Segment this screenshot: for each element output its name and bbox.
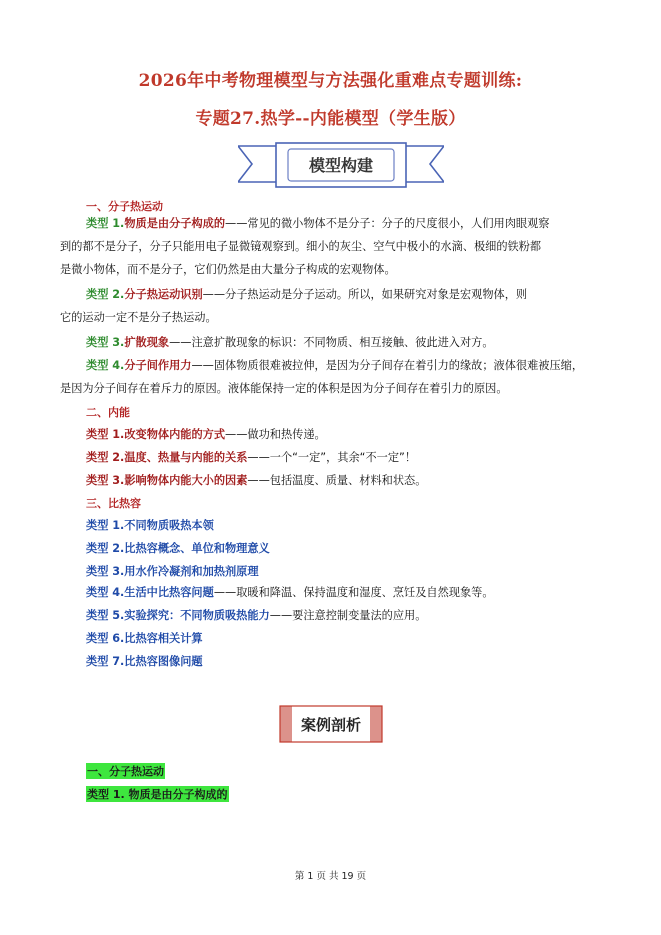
type2-name: 分子热运动识别 xyxy=(124,288,203,301)
type1-line3: 是微小物体，而不是分子，它们仍然是由大量分子构成的宏观物体。 xyxy=(60,263,396,276)
document-title-line2: 专题27.热学--内能模型（学生版） xyxy=(195,109,466,129)
type4-text: ——固体物质很难被拉伸，是因为分子间存在着引力的缘故；液体很难被压缩， xyxy=(191,359,584,372)
heat-type5-text: ——要注意控制变量法的应用。 xyxy=(269,609,427,622)
energy-type1 xyxy=(86,426,326,443)
energy-type2-name: 温度、热量与内能的关系 xyxy=(124,451,248,464)
section-heading-2: 二、内能 xyxy=(86,406,130,419)
section-heading-3: 三、比热容 xyxy=(86,497,141,510)
document-title-line1: 2026年中考物理模型与方法强化重难点专题训练: xyxy=(138,71,523,91)
case-analysis-banner xyxy=(278,704,384,744)
page-footer: 第 1 页 共 19 页 xyxy=(294,871,367,882)
type4-name: 分子间作用力 xyxy=(124,359,192,372)
type1-line1 xyxy=(86,215,549,232)
energy-type3-name: 影响物体内能大小的因素 xyxy=(124,474,248,487)
type3-line1 xyxy=(86,334,494,351)
type3-name: 扩散现象 xyxy=(124,336,170,349)
section-heading-1: 一、分子热运动 xyxy=(86,200,163,213)
energy-type1-tag: 类型 1. xyxy=(86,428,125,441)
heat-type1: 类型 1.不同物质吸热本领 xyxy=(86,519,214,532)
case-analysis-text: 案例剖析 xyxy=(300,716,362,734)
energy-type3-text: ——包括温度、质量、材料和状态。 xyxy=(247,474,427,487)
type2-text: ——分子热运动是分子运动。所以，如果研究对象是宏观物体，则 xyxy=(202,288,528,301)
heat-type5-tag: 类型 5.实验探究：不同物质吸热能力 xyxy=(86,609,270,622)
energy-type1-text: ——做功和热传递。 xyxy=(225,428,326,441)
type1-tag: 类型 1. xyxy=(86,217,125,230)
heat-type7: 类型 7.比热容图像问题 xyxy=(86,655,203,668)
model-building-banner xyxy=(238,140,444,190)
type1-text: ——常见的微小物体不是分子：分子的尺度很小，人们用肉眼观察 xyxy=(225,217,550,230)
type4-line2: 是因为分子间存在着斥力的原因。液体能保持一定的体积是因为分子间存在着引力的原因。 xyxy=(60,382,508,395)
type2-line1 xyxy=(86,286,527,303)
type1-name: 物质是由分子构成的 xyxy=(124,217,226,230)
type4-line1 xyxy=(86,357,583,374)
energy-type2-tag: 类型 2. xyxy=(86,451,125,464)
energy-type2-text: ——一个“一定”，其余“不一定”！ xyxy=(247,451,417,464)
type1-line2: 到的都不是分子，分子只能用电子显微镜观察到。细小的灰尘、空气中极小的水滴、极细的铁粉都 xyxy=(60,240,542,253)
banner-text: 模型构建 xyxy=(308,156,374,175)
heat-type6: 类型 6.比热容相关计算 xyxy=(86,632,203,645)
energy-type3-tag: 类型 3. xyxy=(86,474,125,487)
energy-type3 xyxy=(86,472,426,489)
heat-type4-text: ——取暖和降温、保持温度和湿度、烹饪及自然现象等。 xyxy=(213,586,494,599)
case-type-heading: 类型 1. 物质是由分子构成的 xyxy=(87,788,228,801)
heat-type3: 类型 3.用水作冷凝剂和加热剂原理 xyxy=(86,565,259,578)
heat-type4 xyxy=(86,584,494,601)
type3-tag: 类型 3. xyxy=(86,336,125,349)
heat-type4-tag: 类型 4.生活中比热容问题 xyxy=(86,586,214,599)
type2-line2: 它的运动一定不是分子热运动。 xyxy=(60,311,217,324)
type4-tag: 类型 4. xyxy=(86,359,125,372)
type2-tag: 类型 2. xyxy=(86,288,125,301)
heat-type5 xyxy=(86,607,426,624)
heat-type2: 类型 2.比热容概念、单位和物理意义 xyxy=(86,542,270,555)
case-section-heading: 一、分子热运动 xyxy=(87,765,164,778)
type3-text: ——注意扩散现象的标识：不同物质、相互接触、彼此进入对方。 xyxy=(169,336,494,349)
energy-type1-name: 改变物体内能的方式 xyxy=(124,428,226,441)
energy-type2 xyxy=(86,449,416,466)
